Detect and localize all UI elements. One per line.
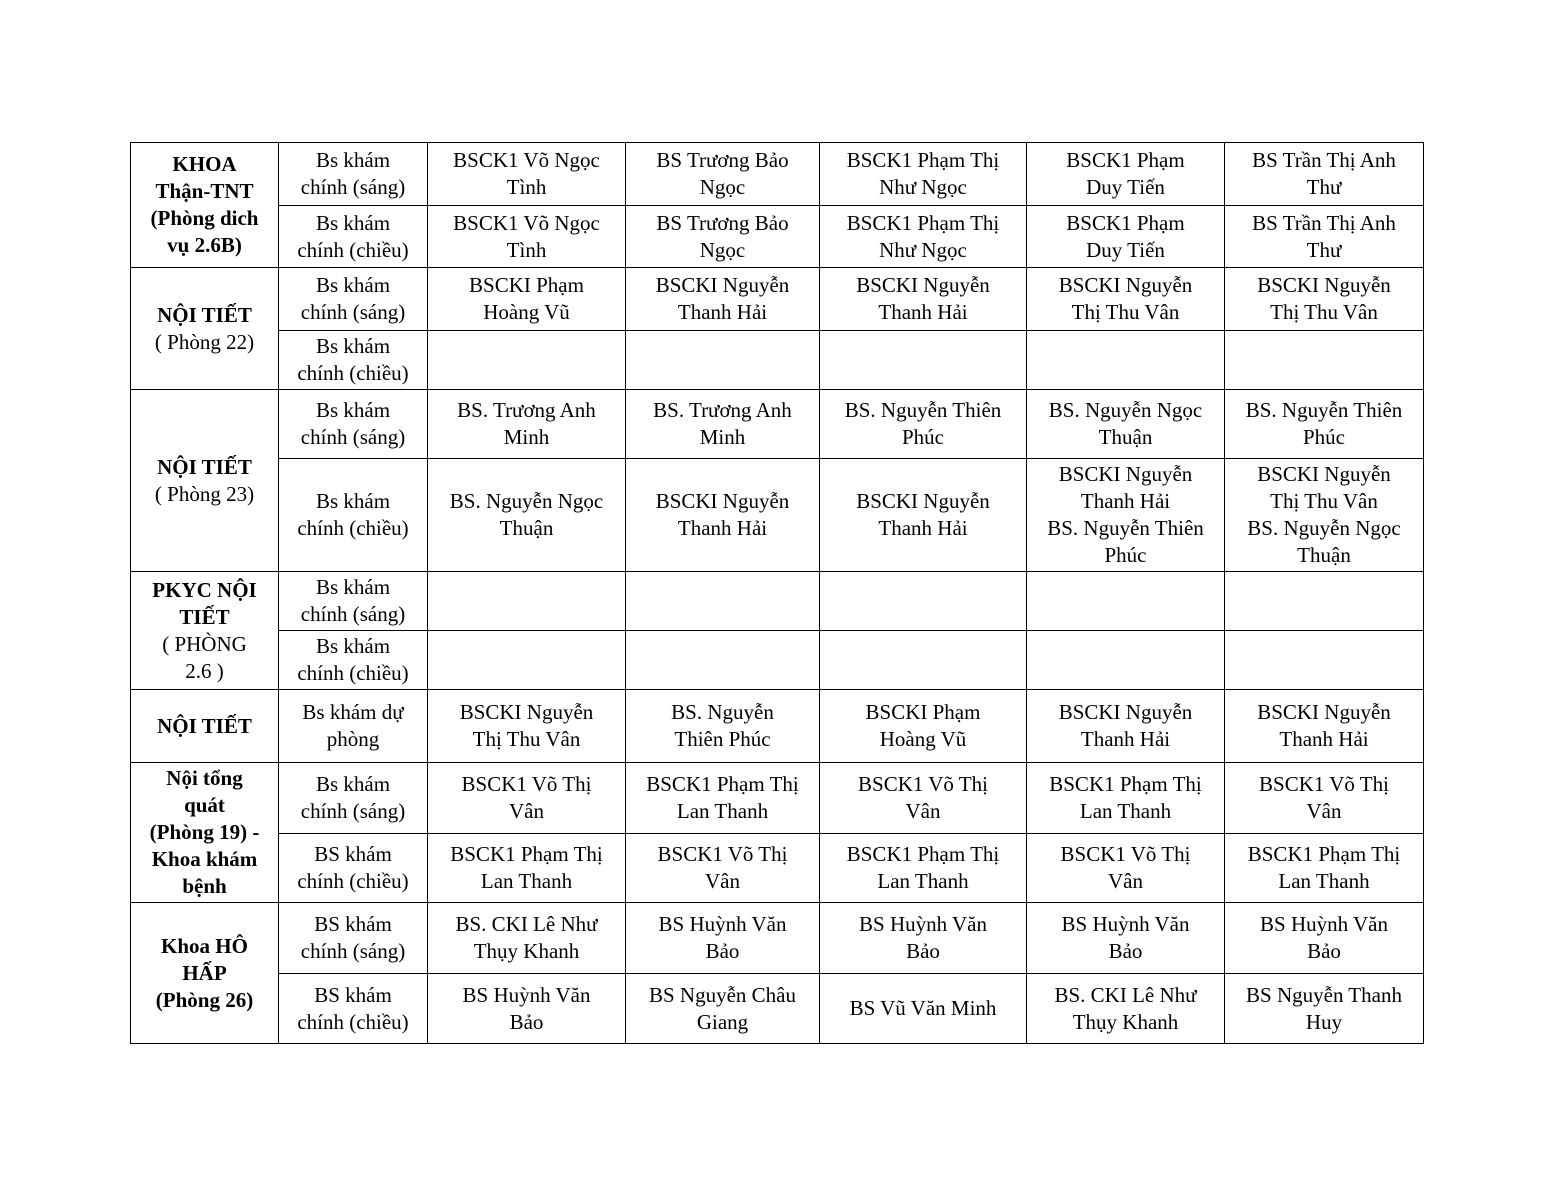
table-row <box>131 459 1424 572</box>
doctor-cell <box>820 572 1027 631</box>
doctor-cell: BS Nguyễn Châu Giang <box>626 974 820 1044</box>
doctor-cell <box>428 631 626 690</box>
department-name: PKYC NỘI TIẾT <box>152 577 257 629</box>
doctor-cell: BS Huỳnh Văn Bảo <box>626 903 820 974</box>
doctor-cell: BS. CKI Lê Như Thụy Khanh <box>428 903 626 974</box>
doctor-cell: BSCKI Nguyễn Thanh Hải <box>820 459 1027 572</box>
session-cell: BS khám chính (chiều) <box>279 974 428 1044</box>
doctor-cell: BS Trần Thị Anh Thư <box>1225 206 1424 268</box>
doctor-cell: BSCKI Nguyễn Thị Thu Vân <box>1225 268 1424 331</box>
table-row <box>131 206 1424 268</box>
doctor-cell <box>428 331 626 390</box>
table-row <box>131 143 1424 206</box>
doctor-cell: BSCKI Nguyễn Thị Thu Vân <box>1027 268 1225 331</box>
session-cell: Bs khám chính (sáng) <box>279 763 428 834</box>
table-row <box>131 631 1424 690</box>
department-cell <box>131 903 279 1044</box>
table-row <box>131 974 1424 1044</box>
session-cell: Bs khám chính (chiều) <box>279 206 428 268</box>
table-row <box>131 331 1424 390</box>
doctor-cell: BSCK1 Phạm Thị Như Ngọc <box>820 143 1027 206</box>
department-cell <box>131 690 279 763</box>
doctor-cell: BSCKI Nguyễn Thanh Hải <box>626 459 820 572</box>
doctor-cell: BSCK1 Phạm Thị Như Ngọc <box>820 206 1027 268</box>
doctor-cell: BSCKI Phạm Hoàng Vũ <box>820 690 1027 763</box>
doctor-cell <box>1027 331 1225 390</box>
department-name: NỘI TIẾT <box>157 454 252 479</box>
table-row <box>131 572 1424 631</box>
doctor-cell: BSCK1 Võ Thị Vân <box>428 763 626 834</box>
table-row <box>131 690 1424 763</box>
session-cell: Bs khám chính (sáng) <box>279 268 428 331</box>
department-name: Nội tổng quát (Phòng 19) - Khoa khám bệnh <box>149 766 260 898</box>
doctor-cell <box>1225 572 1424 631</box>
doctor-cell: BS Trương Bảo Ngọc <box>626 143 820 206</box>
doctor-cell: BSCK1 Võ Thị Vân <box>626 834 820 903</box>
doctor-cell <box>1027 631 1225 690</box>
doctor-schedule-table <box>130 142 1424 1044</box>
doctor-cell: BS Trương Bảo Ngọc <box>626 206 820 268</box>
table-row <box>131 834 1424 903</box>
doctor-cell: BS Huỳnh Văn Bảo <box>820 903 1027 974</box>
session-cell: Bs khám chính (sáng) <box>279 390 428 459</box>
doctor-cell: BSCK1 Võ Ngọc Tình <box>428 206 626 268</box>
department-name: NỘI TIẾT <box>157 713 252 738</box>
doctor-cell <box>820 631 1027 690</box>
doctor-cell: BSCKI Nguyễn Thị Thu Vân <box>428 690 626 763</box>
department-room: ( Phòng 22) <box>154 329 255 354</box>
doctor-cell <box>626 572 820 631</box>
doctor-cell: BS. CKI Lê Như Thụy Khanh <box>1027 974 1225 1044</box>
doctor-cell <box>626 631 820 690</box>
doctor-cell: BS. Nguyễn Ngọc Thuận <box>428 459 626 572</box>
doctor-cell: BS. Nguyễn Thiên Phúc <box>820 390 1027 459</box>
department-name: NỘI TIẾT <box>157 302 252 327</box>
doctor-cell: BSCK1 Phạm Duy Tiến <box>1027 206 1225 268</box>
doctor-cell: BS Huỳnh Văn Bảo <box>428 974 626 1044</box>
doctor-cell: BS. Trương Anh Minh <box>626 390 820 459</box>
session-cell: Bs khám chính (chiều) <box>279 459 428 572</box>
department-room: ( Phòng 23) <box>154 481 255 506</box>
session-cell: BS khám chính (sáng) <box>279 903 428 974</box>
table-row <box>131 268 1424 331</box>
session-cell: Bs khám chính (sáng) <box>279 572 428 631</box>
session-cell: BS khám chính (chiều) <box>279 834 428 903</box>
doctor-cell <box>1225 631 1424 690</box>
doctor-cell: BSCKI Nguyễn Thanh Hải <box>1027 690 1225 763</box>
doctor-cell: BSCK1 Phạm Thị Lan Thanh <box>1225 834 1424 903</box>
doctor-cell: BS. Nguyễn Ngọc Thuận <box>1027 390 1225 459</box>
doctor-cell: BSCKI Nguyễn Thanh Hải <box>1225 690 1424 763</box>
department-cell <box>131 763 279 903</box>
session-cell: Bs khám dự phòng <box>279 690 428 763</box>
doctor-cell: BS Vũ Văn Minh <box>820 974 1027 1044</box>
department-room: ( PHÒNG 2.6 ) <box>162 631 247 683</box>
doctor-cell: BSCK1 Võ Ngọc Tình <box>428 143 626 206</box>
table-row <box>131 763 1424 834</box>
doctor-cell <box>1225 331 1424 390</box>
doctor-cell: BSCKI Nguyễn Thanh Hải BS. Nguyễn Thiên Phúc <box>1027 459 1225 572</box>
session-cell: Bs khám chính (sáng) <box>279 143 428 206</box>
department-name: Khoa HÔ HẤP (Phòng 26) <box>155 933 254 1012</box>
department-cell <box>131 268 279 390</box>
doctor-cell: BSCK1 Võ Thị Vân <box>1225 763 1424 834</box>
session-cell: Bs khám chính (chiều) <box>279 631 428 690</box>
doctor-cell <box>1027 572 1225 631</box>
department-cell <box>131 143 279 268</box>
department-cell <box>131 390 279 572</box>
doctor-cell: BS Huỳnh Văn Bảo <box>1225 903 1424 974</box>
session-cell: Bs khám chính (chiều) <box>279 331 428 390</box>
table-row <box>131 903 1424 974</box>
doctor-cell: BSCK1 Phạm Duy Tiến <box>1027 143 1225 206</box>
doctor-cell: BSCK1 Võ Thị Vân <box>820 763 1027 834</box>
doctor-cell: BSCK1 Võ Thị Vân <box>1027 834 1225 903</box>
doctor-cell: BS Huỳnh Văn Bảo <box>1027 903 1225 974</box>
doctor-cell: BS Trần Thị Anh Thư <box>1225 143 1424 206</box>
department-name: KHOA Thận-TNT (Phòng dich vụ 2.6B) <box>150 152 259 257</box>
doctor-cell: BS Nguyễn Thanh Huy <box>1225 974 1424 1044</box>
table-row <box>131 390 1424 459</box>
doctor-cell: BSCK1 Phạm Thị Lan Thanh <box>428 834 626 903</box>
doctor-cell: BSCK1 Phạm Thị Lan Thanh <box>626 763 820 834</box>
doctor-cell: BS. Nguyễn Thiên Phúc <box>626 690 820 763</box>
doctor-cell: BS. Nguyễn Thiên Phúc <box>1225 390 1424 459</box>
doctor-cell: BSCKI Phạm Hoàng Vũ <box>428 268 626 331</box>
department-cell <box>131 572 279 690</box>
schedule-body <box>131 143 1424 1044</box>
doctor-cell: BSCKI Nguyễn Thanh Hải <box>820 268 1027 331</box>
doctor-cell: BSCKI Nguyễn Thanh Hải <box>626 268 820 331</box>
doctor-cell: BSCK1 Phạm Thị Lan Thanh <box>820 834 1027 903</box>
doctor-cell <box>626 331 820 390</box>
doctor-cell <box>820 331 1027 390</box>
doctor-cell <box>428 572 626 631</box>
doctor-cell: BSCKI Nguyễn Thị Thu Vân BS. Nguyễn Ngọc Thuận <box>1225 459 1424 572</box>
doctor-cell: BS. Trương Anh Minh <box>428 390 626 459</box>
doctor-cell: BSCK1 Phạm Thị Lan Thanh <box>1027 763 1225 834</box>
